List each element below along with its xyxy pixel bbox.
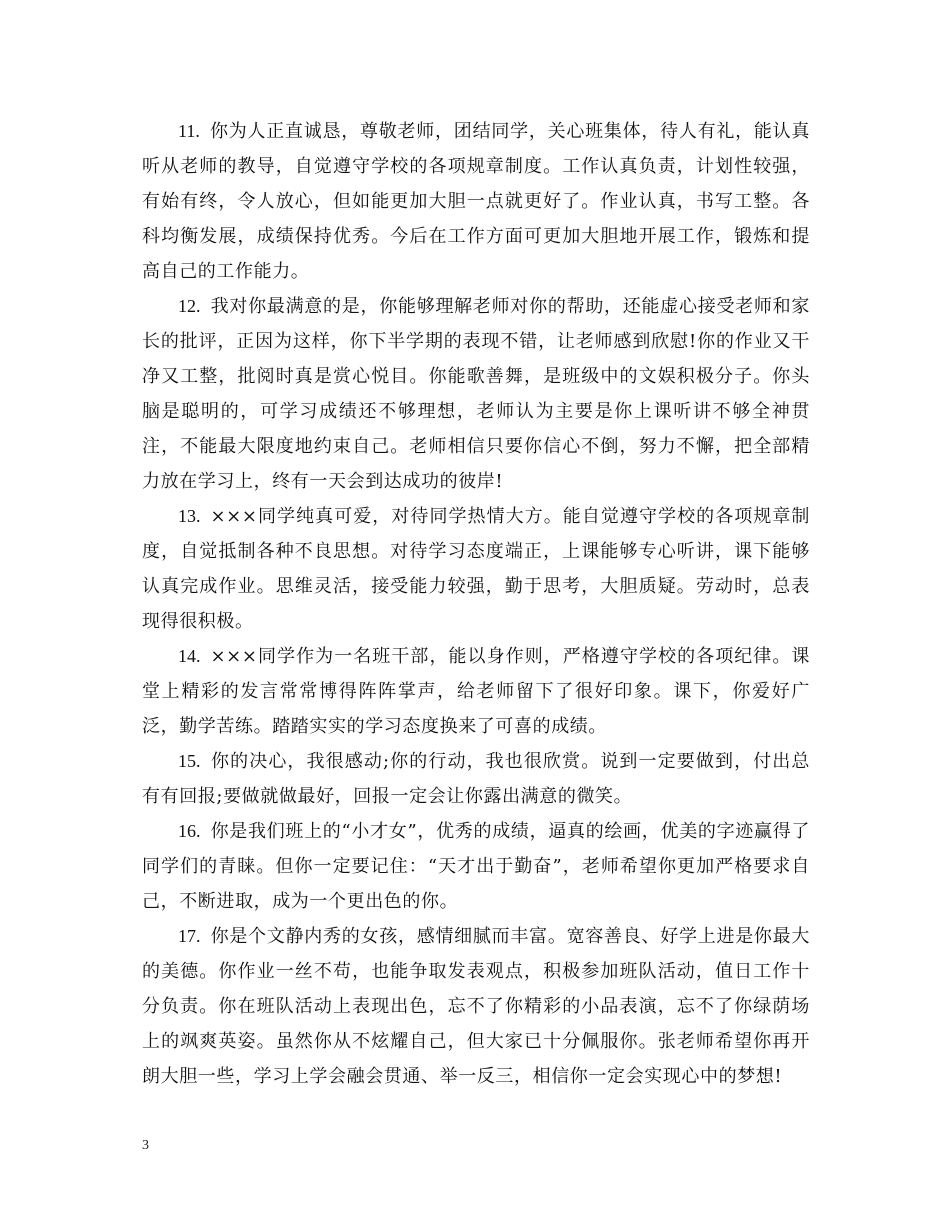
- paragraph-text: 你是我们班上的“小才女”，优秀的成绩，逼真的绘画，优美的字迹赢得了同学们的青睐。但你一定要记住：“天才出于勤奋”，老师希望你更加严格要求自己，不断进取，成为一个更出色的你。: [142, 821, 810, 912]
- paragraph-number: 12.: [178, 296, 201, 316]
- comment-paragraph-14: [142, 639, 810, 744]
- paragraph-number: 14.: [178, 646, 201, 666]
- paragraph-number: 15.: [178, 751, 201, 771]
- comment-paragraph-15: [142, 744, 810, 814]
- paragraph-text: ×××同学纯真可爱，对待同学热情大方。能自觉遵守学校的各项规章制度，自觉抵制各种不良思想。对待学习态度端正，上课能够专心听讲，课下能够认真完成作业。思维灵活，接受能力较强，勤于思考，大胆质疑。劳动时，总表现得很积极。: [142, 506, 810, 632]
- paragraph-number: 13.: [178, 506, 201, 526]
- document-body: [142, 114, 810, 1094]
- comment-paragraph-12: [142, 289, 810, 499]
- paragraph-text: ×××同学作为一名班干部，能以身作则，严格遵守学校的各项纪律。课堂上精彩的发言常常博得阵阵掌声，给老师留下了很好印象。课下，你爱好广泛，勤学苦练。踏踏实实的学习态度换来了可喜的成绩。: [142, 646, 810, 737]
- page-number: 3: [142, 1138, 149, 1153]
- comment-paragraph-13: [142, 499, 810, 639]
- paragraph-text: 你的决心，我很感动;你的行动，我也很欣赏。说到一定要做到，付出总有有回报;要做就做最好，回报一定会让你露出满意的微笑。: [142, 751, 810, 807]
- paragraph-text: 我对你最满意的是，你能够理解老师对你的帮助，还能虚心接受老师和家长的批评，正因为这样，你下半学期的表现不错，让老师感到欣慰!你的作业又干净又工整，批阅时真是赏心悦目。你能歌善舞，是班级中的文娱积极分子。你头脑是聪明的，可学习成绩还不够理想，老师认为主要是你上课听讲不够全神贯注，不能最大限度地约束自己。老师相信只要你信心不倒，努力不懈，把全部精力放在学习上，终有一天会到达成功的彼岸!: [142, 296, 810, 492]
- paragraph-number: 17.: [178, 926, 201, 946]
- comment-paragraph-17: [142, 919, 810, 1094]
- paragraph-text: 你为人正直诚恳，尊敬老师，团结同学，关心班集体，待人有礼，能认真听从老师的教导，自觉遵守学校的各项规章制度。工作认真负责，计划性较强，有始有终，令人放心，但如能更加大胆一点就更好了。作业认真，书写工整。各科均衡发展，成绩保持优秀。今后在工作方面可更加大胆地开展工作，锻炼和提高自己的工作能力。: [142, 121, 810, 282]
- paragraph-number: 11.: [178, 121, 200, 141]
- paragraph-number: 16.: [178, 821, 201, 841]
- comment-paragraph-16: [142, 814, 810, 919]
- comment-paragraph-11: [142, 114, 810, 289]
- paragraph-text: 你是个文静内秀的女孩，感情细腻而丰富。宽容善良、好学上进是你最大的美德。你作业一丝不苟，也能争取发表观点，积极参加班队活动，值日工作十分负责。你在班队活动上表现出色，忘不了你精彩的小品表演，忘不了你绿荫场上的飒爽英姿。虽然你从不炫耀自己，但大家已十分佩服你。张老师希望你再开朗大胆一些，学习上学会融会贯通、举一反三，相信你一定会实现心中的梦想!: [142, 926, 810, 1087]
